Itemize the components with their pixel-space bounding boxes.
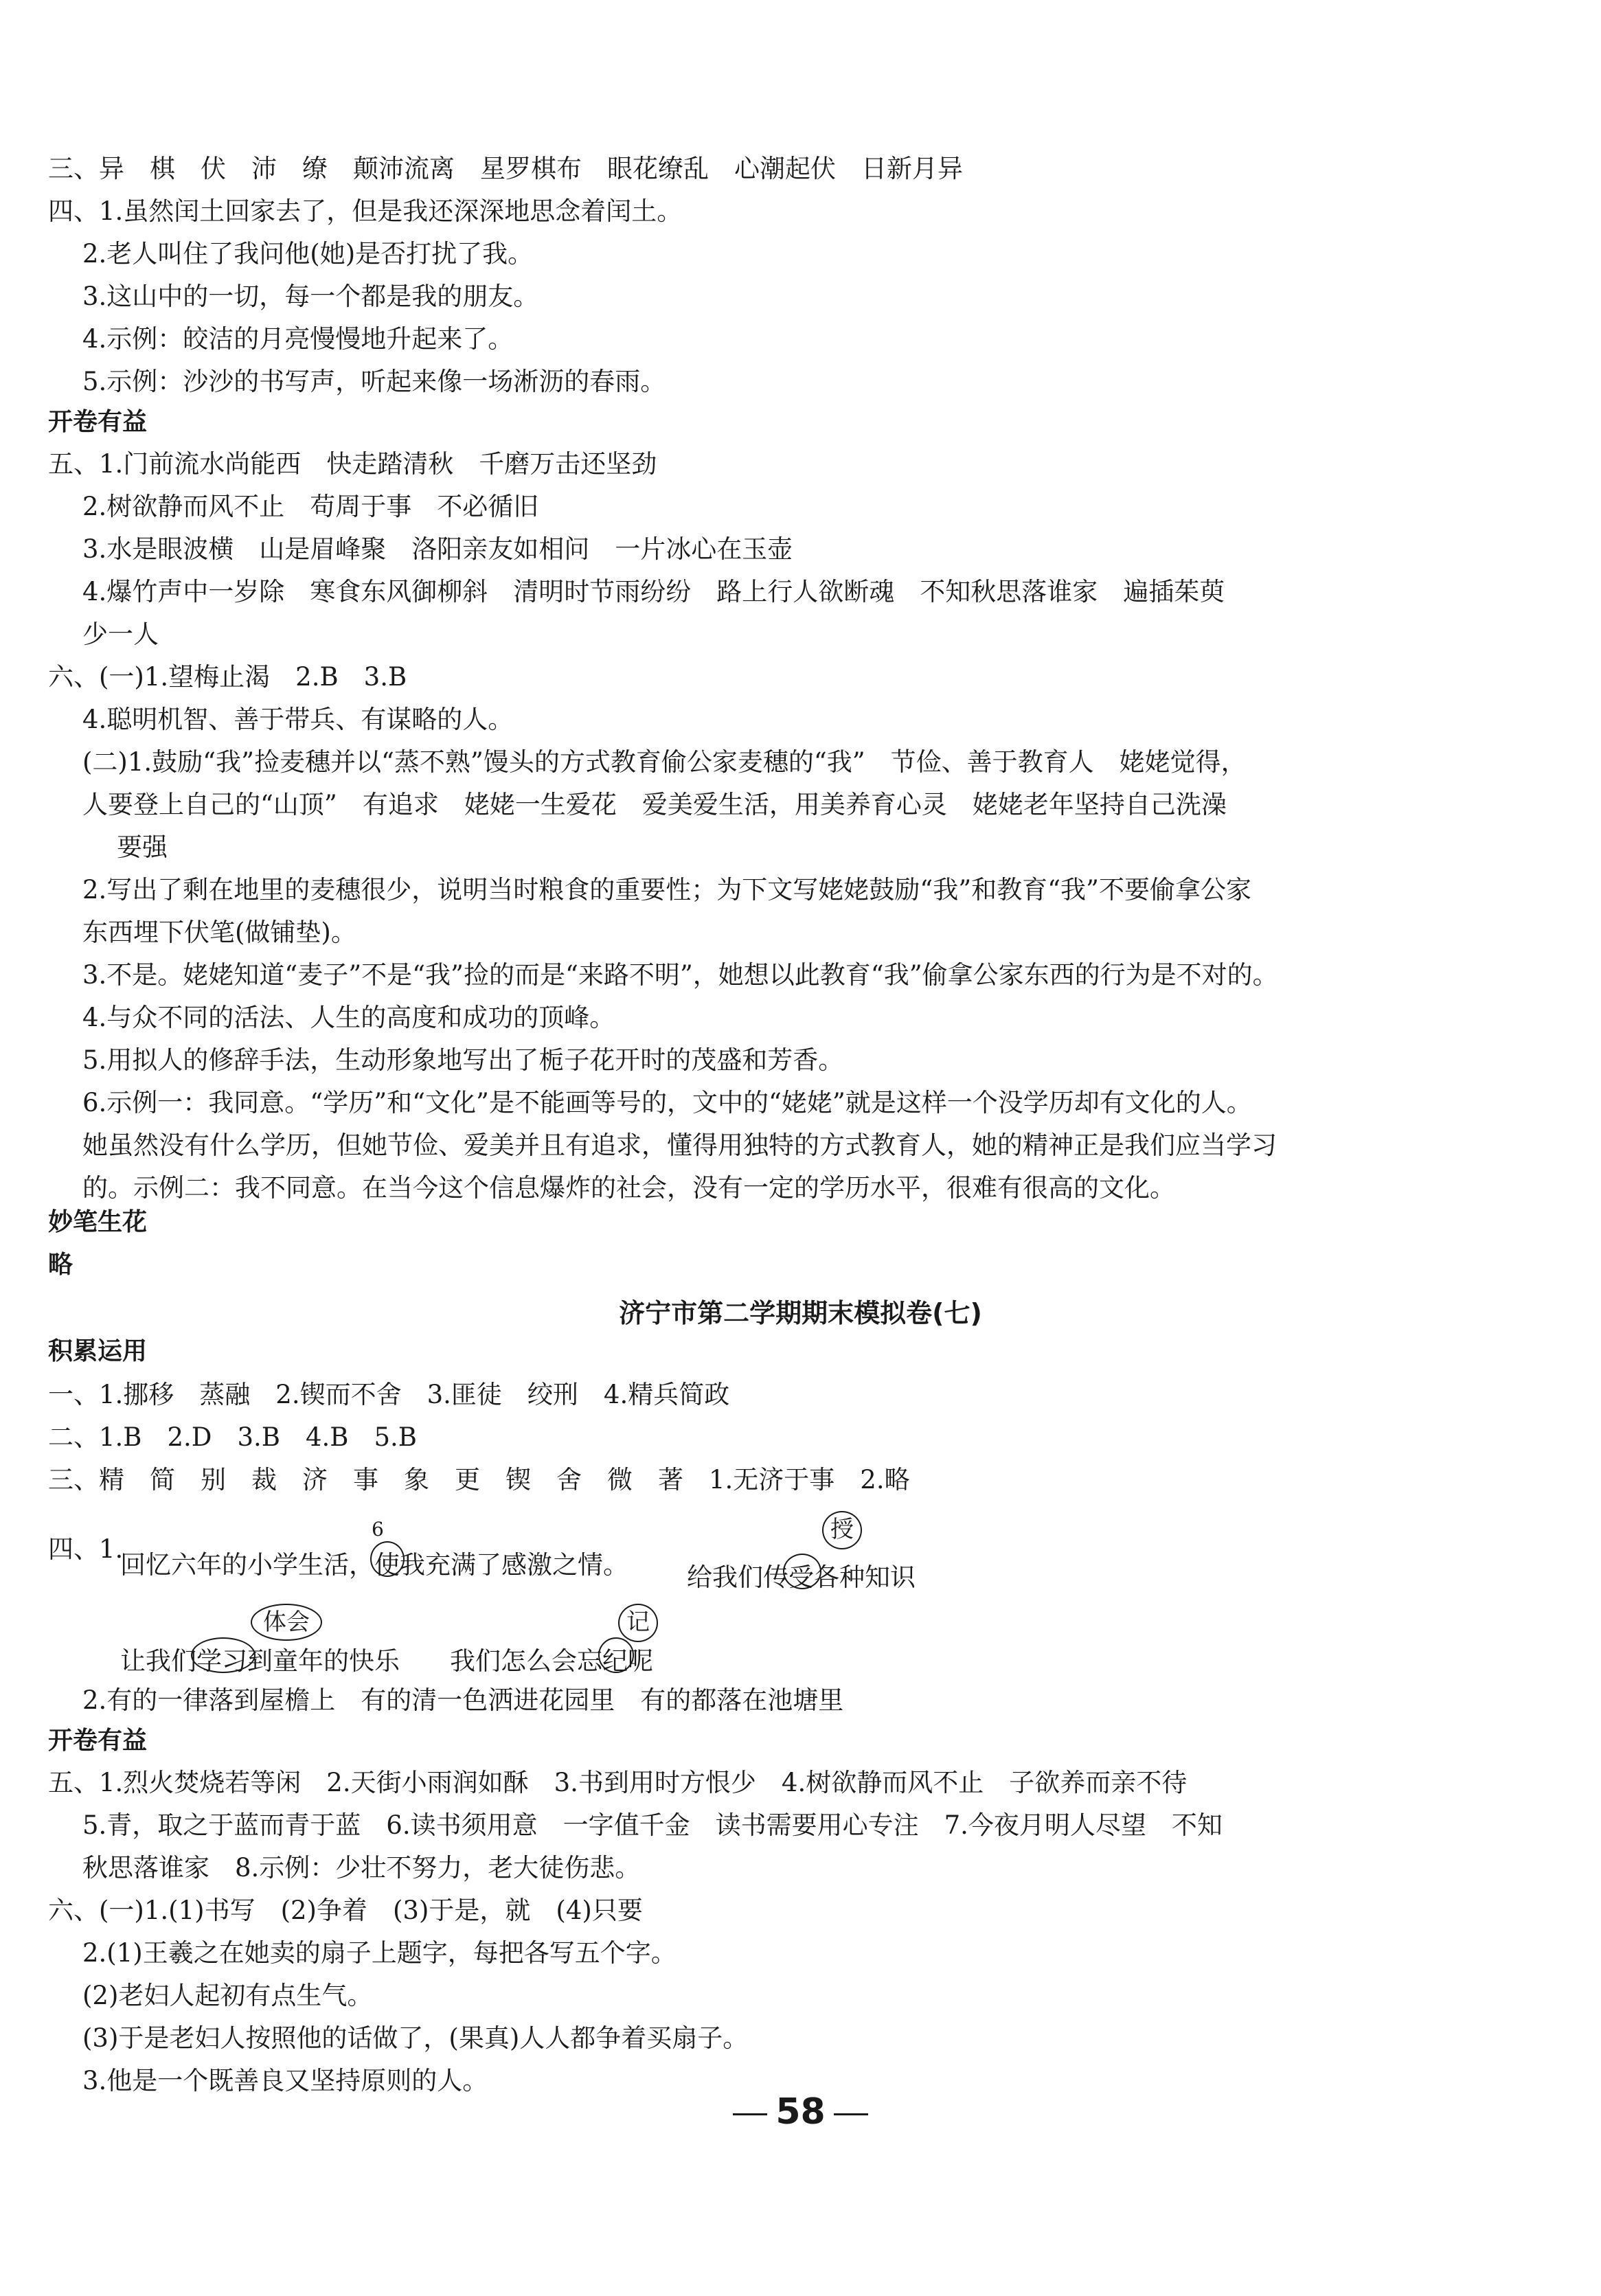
answer-line: 要强 — [117, 832, 168, 862]
answer-line: 秋思落谁家 8.示例：少壮不努力，老大徒伤悲。 — [82, 1853, 641, 1883]
page-number: 58 — [0, 2088, 1601, 2136]
figure-sentence-3: 让我们学习 到童年的快乐 — [120, 1640, 400, 1677]
answer-line: 4.示例：皎洁的月亮慢慢地升起来了。 — [82, 324, 514, 354]
answer-line: 3.他是一个既善良又坚持原则的人。 — [82, 2066, 488, 2095]
answer-line: 五、1.烈火焚烧若等闲 2.天街小雨润如酥 3.书到用时方恨少 4.树欲静而风不止 子欲养而亲不待 — [48, 1768, 1188, 1797]
answer-line: 二、1.B 2.D 3.B 4.B 5.B — [48, 1422, 417, 1452]
answer-line: 2.(1)王羲之在她卖的扇子上题字，每把各写五个字。 — [82, 1938, 677, 1968]
brief-answer: 略 — [48, 1251, 73, 1279]
answer-line: 3.不是。姥姥知道“麦子”不是“我”捡的而是“来路不明”，她想以此教育“我”偷拿公家东西的行为是不对的。 — [82, 960, 1278, 990]
figure-sentence-2: 给我们传受 各种知识 — [687, 1556, 916, 1593]
answer-line: 六、(一)1.(1)书写 (2)争着 (3)于是，就 (4)只要 — [48, 1896, 643, 1925]
answer-line: 她虽然没有什么学历，但她节俭、爱美并且有追求，懂得用独特的方式教育人，她的精神正是我们应当学习 — [82, 1130, 1277, 1160]
answer-line: 5.用拟人的修辞手法，生动形象地写出了栀子花开时的茂盛和芳香。 — [82, 1045, 844, 1075]
answer-line: 2.有的一律落到屋檐上 有的清一色洒进花园里 有的都落在池塘里 — [82, 1685, 844, 1715]
answer-line: 一、1.挪移 蒸融 2.锲而不舍 3.匪徒 绞刑 4.精兵简政 — [48, 1380, 730, 1409]
answer-line: 4.聪明机智、善于带兵、有谋略的人。 — [82, 705, 514, 734]
circled-char-1: 使 6 — [374, 1544, 400, 1581]
section-heading: 开卷有益 — [48, 1727, 148, 1755]
correction-bubble-3: 体会 — [251, 1604, 322, 1641]
section-heading: 妙笔生花 — [48, 1208, 148, 1236]
answer-line: 2.老人叫住了我问他(她)是否打扰了我。 — [82, 239, 534, 269]
answer-line: 5.示例：沙沙的书写声，听起来像一场淅沥的春雨。 — [82, 367, 666, 396]
answer-line: 五、1.门前流水尚能西 快走踏清秋 千磨万击还坚劲 — [48, 449, 657, 479]
figure-sentence-1: 回忆六年的小学生活，使 6 我充满了感激之情。 — [120, 1518, 628, 1580]
answer-line: 5.青，取之于蓝而青于蓝 6.读书须用意 一字值千金 读书需要用心专注 7.今夜月明人尽望 不知 — [82, 1810, 1223, 1840]
circled-char-4: 纪 — [602, 1640, 628, 1677]
exam-title: 济宁市第二学期期末模拟卷(七) — [619, 1298, 982, 1328]
answer-line: 2.树欲静而风不止 苟周于事 不必循旧 — [82, 492, 539, 521]
figure-label: 四、1. — [48, 1534, 124, 1564]
answer-line: 4.与众不同的活法、人生的高度和成功的顶峰。 — [82, 1003, 615, 1032]
answer-line: 六、(一)1.望梅止渴 2.B 3.B — [48, 662, 407, 692]
circled-char-2: 受 — [788, 1556, 814, 1593]
section-heading: 开卷有益 — [48, 408, 148, 436]
answer-line: 4.爆竹声中一岁除 寒食东风御柳斜 清明时节雨纷纷 路上行人欲断魂 不知秋思落谁家 遍插茱萸 — [82, 577, 1225, 606]
circled-word-3: 学习 — [196, 1640, 247, 1677]
answer-line: (二)1.鼓励“我”捡麦穗并以“蒸不熟”馒头的方式教育偷公家麦穗的“我” 节俭、善于教育人 姥姥觉得， — [82, 747, 1247, 777]
answer-line: 6.示例一：我同意。“学历”和“文化”是不能画等号的，文中的“姥姥”就是这样一个没学历却有文化的人。 — [82, 1088, 1252, 1117]
answer-line: (2)老妇人起初有点生气。 — [82, 1981, 373, 2010]
correction-bubble-4: 记 — [618, 1604, 658, 1642]
section-heading: 积累运用 — [48, 1337, 148, 1365]
answer-line: 人要登上自己的“山顶” 有追求 姥姥一生爱花 爱美爱生活，用美养育心灵 姥姥老年坚持自己洗澡 — [82, 790, 1227, 819]
answer-line: 三、精 简 别 裁 济 事 象 更 锲 舍 微 著 1.无济于事 2.略 — [48, 1465, 910, 1494]
answer-line: 2.写出了剩在地里的麦穗很少，说明当时粮食的重要性；为下文写姥姥鼓励“我”和教育“我”不要偷拿公家 — [82, 875, 1251, 905]
answer-line: 3.这山中的一切，每一个都是我的朋友。 — [82, 282, 539, 311]
answer-line: 3.水是眼波横 山是眉峰聚 洛阳亲友如相问 一片冰心在玉壶 — [82, 534, 793, 564]
answer-line: (3)于是老妇人按照他的话做了，(果真)人人都争着买扇子。 — [82, 2023, 749, 2053]
correction-bubble-2: 授 — [822, 1511, 862, 1549]
answer-line: 少一人 — [82, 620, 159, 649]
answer-line: 三、异 棋 伏 沛 缭 颠沛流离 星罗棋布 眼花缭乱 心潮起伏 日新月异 — [48, 154, 963, 183]
answer-line: 的。示例二：我不同意。在当今这个信息爆炸的社会，没有一定的学历水平，很难有很高的文化。 — [82, 1173, 1175, 1203]
answer-line: 四、1.虽然闰土回家去了，但是我还深深地思念着闰土。 — [48, 196, 683, 226]
figure-sentence-4: 我们怎么会忘纪 呢 — [450, 1640, 653, 1677]
answer-line: 东西埋下伏笔(做铺垫)。 — [82, 918, 356, 947]
